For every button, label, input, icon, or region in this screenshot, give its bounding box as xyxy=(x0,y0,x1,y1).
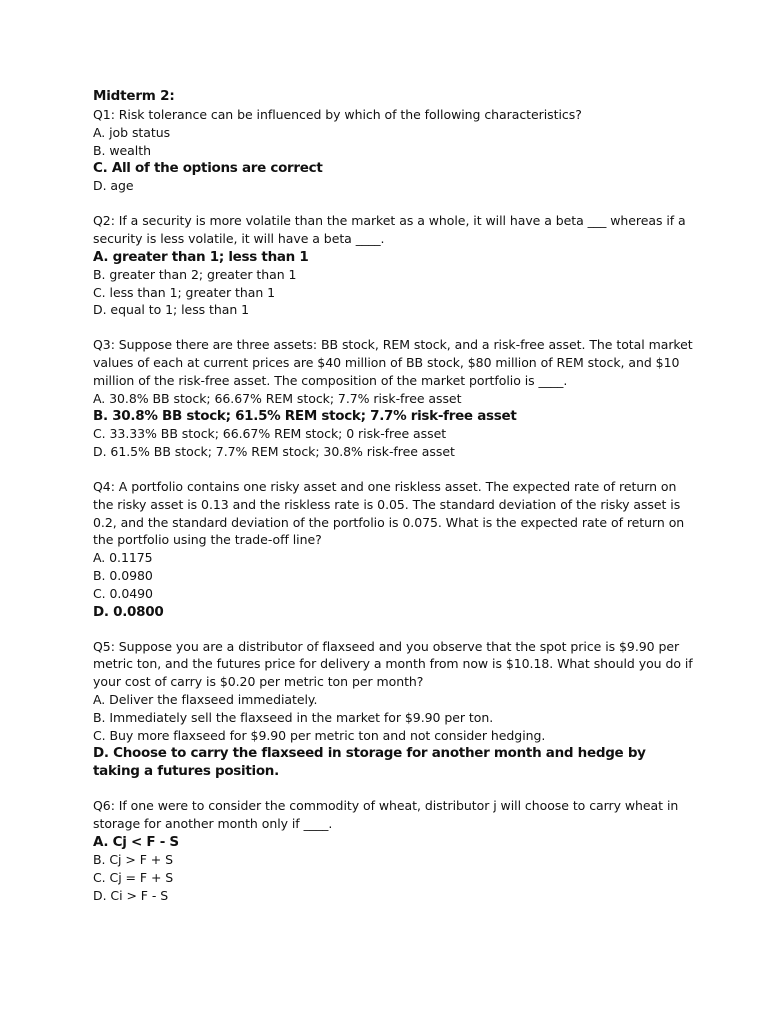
question-6 xyxy=(93,797,693,904)
question-text: Q2: If a security is more volatile than the market as a whole, it will have a beta ___ whereas if a security is less volatile, it will have a beta ____. xyxy=(93,213,686,246)
answer-option: A. 30.8% BB stock; 66.67% REM stock; 7.7% risk-free asset xyxy=(93,390,462,406)
correct-answer-option: A. greater than 1; less than 1 xyxy=(93,248,309,265)
answer-option: B. Cj > F + S xyxy=(93,851,174,867)
question-5 xyxy=(93,638,693,781)
question-3 xyxy=(93,336,693,461)
question-text: Q4: A portfolio contains one risky asset and one riskless asset. The expected rate of return on the risky asset is 0.13 and the riskless rate is 0.05. The standard deviation of the risky asset is 0.2, and the standard deviation of the portfolio is 0.075. What is the expected rate of return on the portfolio using the trade-off line? xyxy=(93,478,685,548)
answer-option: C. 33.33% BB stock; 66.67% REM stock; 0 risk-free asset xyxy=(93,426,447,442)
question-text: Q5: Suppose you are a distributor of flaxseed and you observe that the spot price is $9.90 per metric ton, and the futures price for delivery a month from now is $10.18. What should you do if your cost of carry is $0.20 per metric ton per month? xyxy=(93,638,693,690)
document-title: Midterm 2: xyxy=(93,88,175,104)
answer-option: C. Buy more flaxseed for $9.90 per metric ton and not consider hedging. xyxy=(93,727,546,743)
answer-option: A. 0.1175 xyxy=(93,550,153,566)
answer-option: C. 0.0490 xyxy=(93,585,153,601)
answer-option: B. wealth xyxy=(93,142,151,158)
answer-option: C. less than 1; greater than 1 xyxy=(93,284,276,300)
question-text: Q3: Suppose there are three assets: BB stock, REM stock, and a risk-free asset. The total market values of each at current prices are $40 million of BB stock, $80 million of REM stock, and $10 million of the risk-free asset. The composition of the market portfolio is ____. xyxy=(93,337,693,388)
document-page xyxy=(93,87,693,921)
question-1 xyxy=(93,106,693,195)
answer-option: B. 0.0980 xyxy=(93,567,153,583)
answer-option: B. Immediately sell the flaxseed in the market for $9.90 per ton. xyxy=(93,709,494,725)
question-4 xyxy=(93,478,693,621)
answer-option: D. Ci > F - S xyxy=(93,887,169,903)
correct-answer-option: B. 30.8% BB stock; 61.5% REM stock; 7.7% risk-free asset xyxy=(93,408,517,425)
correct-answer-option: D. Choose to carry the flaxseed in storage for another month and hedge by taking a futures position. xyxy=(93,745,646,780)
correct-answer-option: C. All of the options are correct xyxy=(93,160,323,177)
answer-option: D. 61.5% BB stock; 7.7% REM stock; 30.8% risk-free asset xyxy=(93,444,455,460)
question-text: Q6: If one were to consider the commodity of wheat, distributor j will choose to carry wheat in storage for another month only if ____. xyxy=(93,798,679,832)
answer-option: D. equal to 1; less than 1 xyxy=(93,302,250,318)
answer-option: B. greater than 2; greater than 1 xyxy=(93,266,297,282)
answer-option: C. Cj = F + S xyxy=(93,869,174,885)
question-text: Q1: Risk tolerance can be influenced by which of the following characteristics? xyxy=(93,107,582,122)
correct-answer-option: A. Cj < F - S xyxy=(93,833,179,850)
answer-option: A. job status xyxy=(93,124,171,140)
question-2 xyxy=(93,212,693,319)
answer-option: A. Deliver the flaxseed immediately. xyxy=(93,691,318,707)
answer-option: D. age xyxy=(93,178,134,194)
correct-answer-option: D. 0.0800 xyxy=(93,603,164,620)
